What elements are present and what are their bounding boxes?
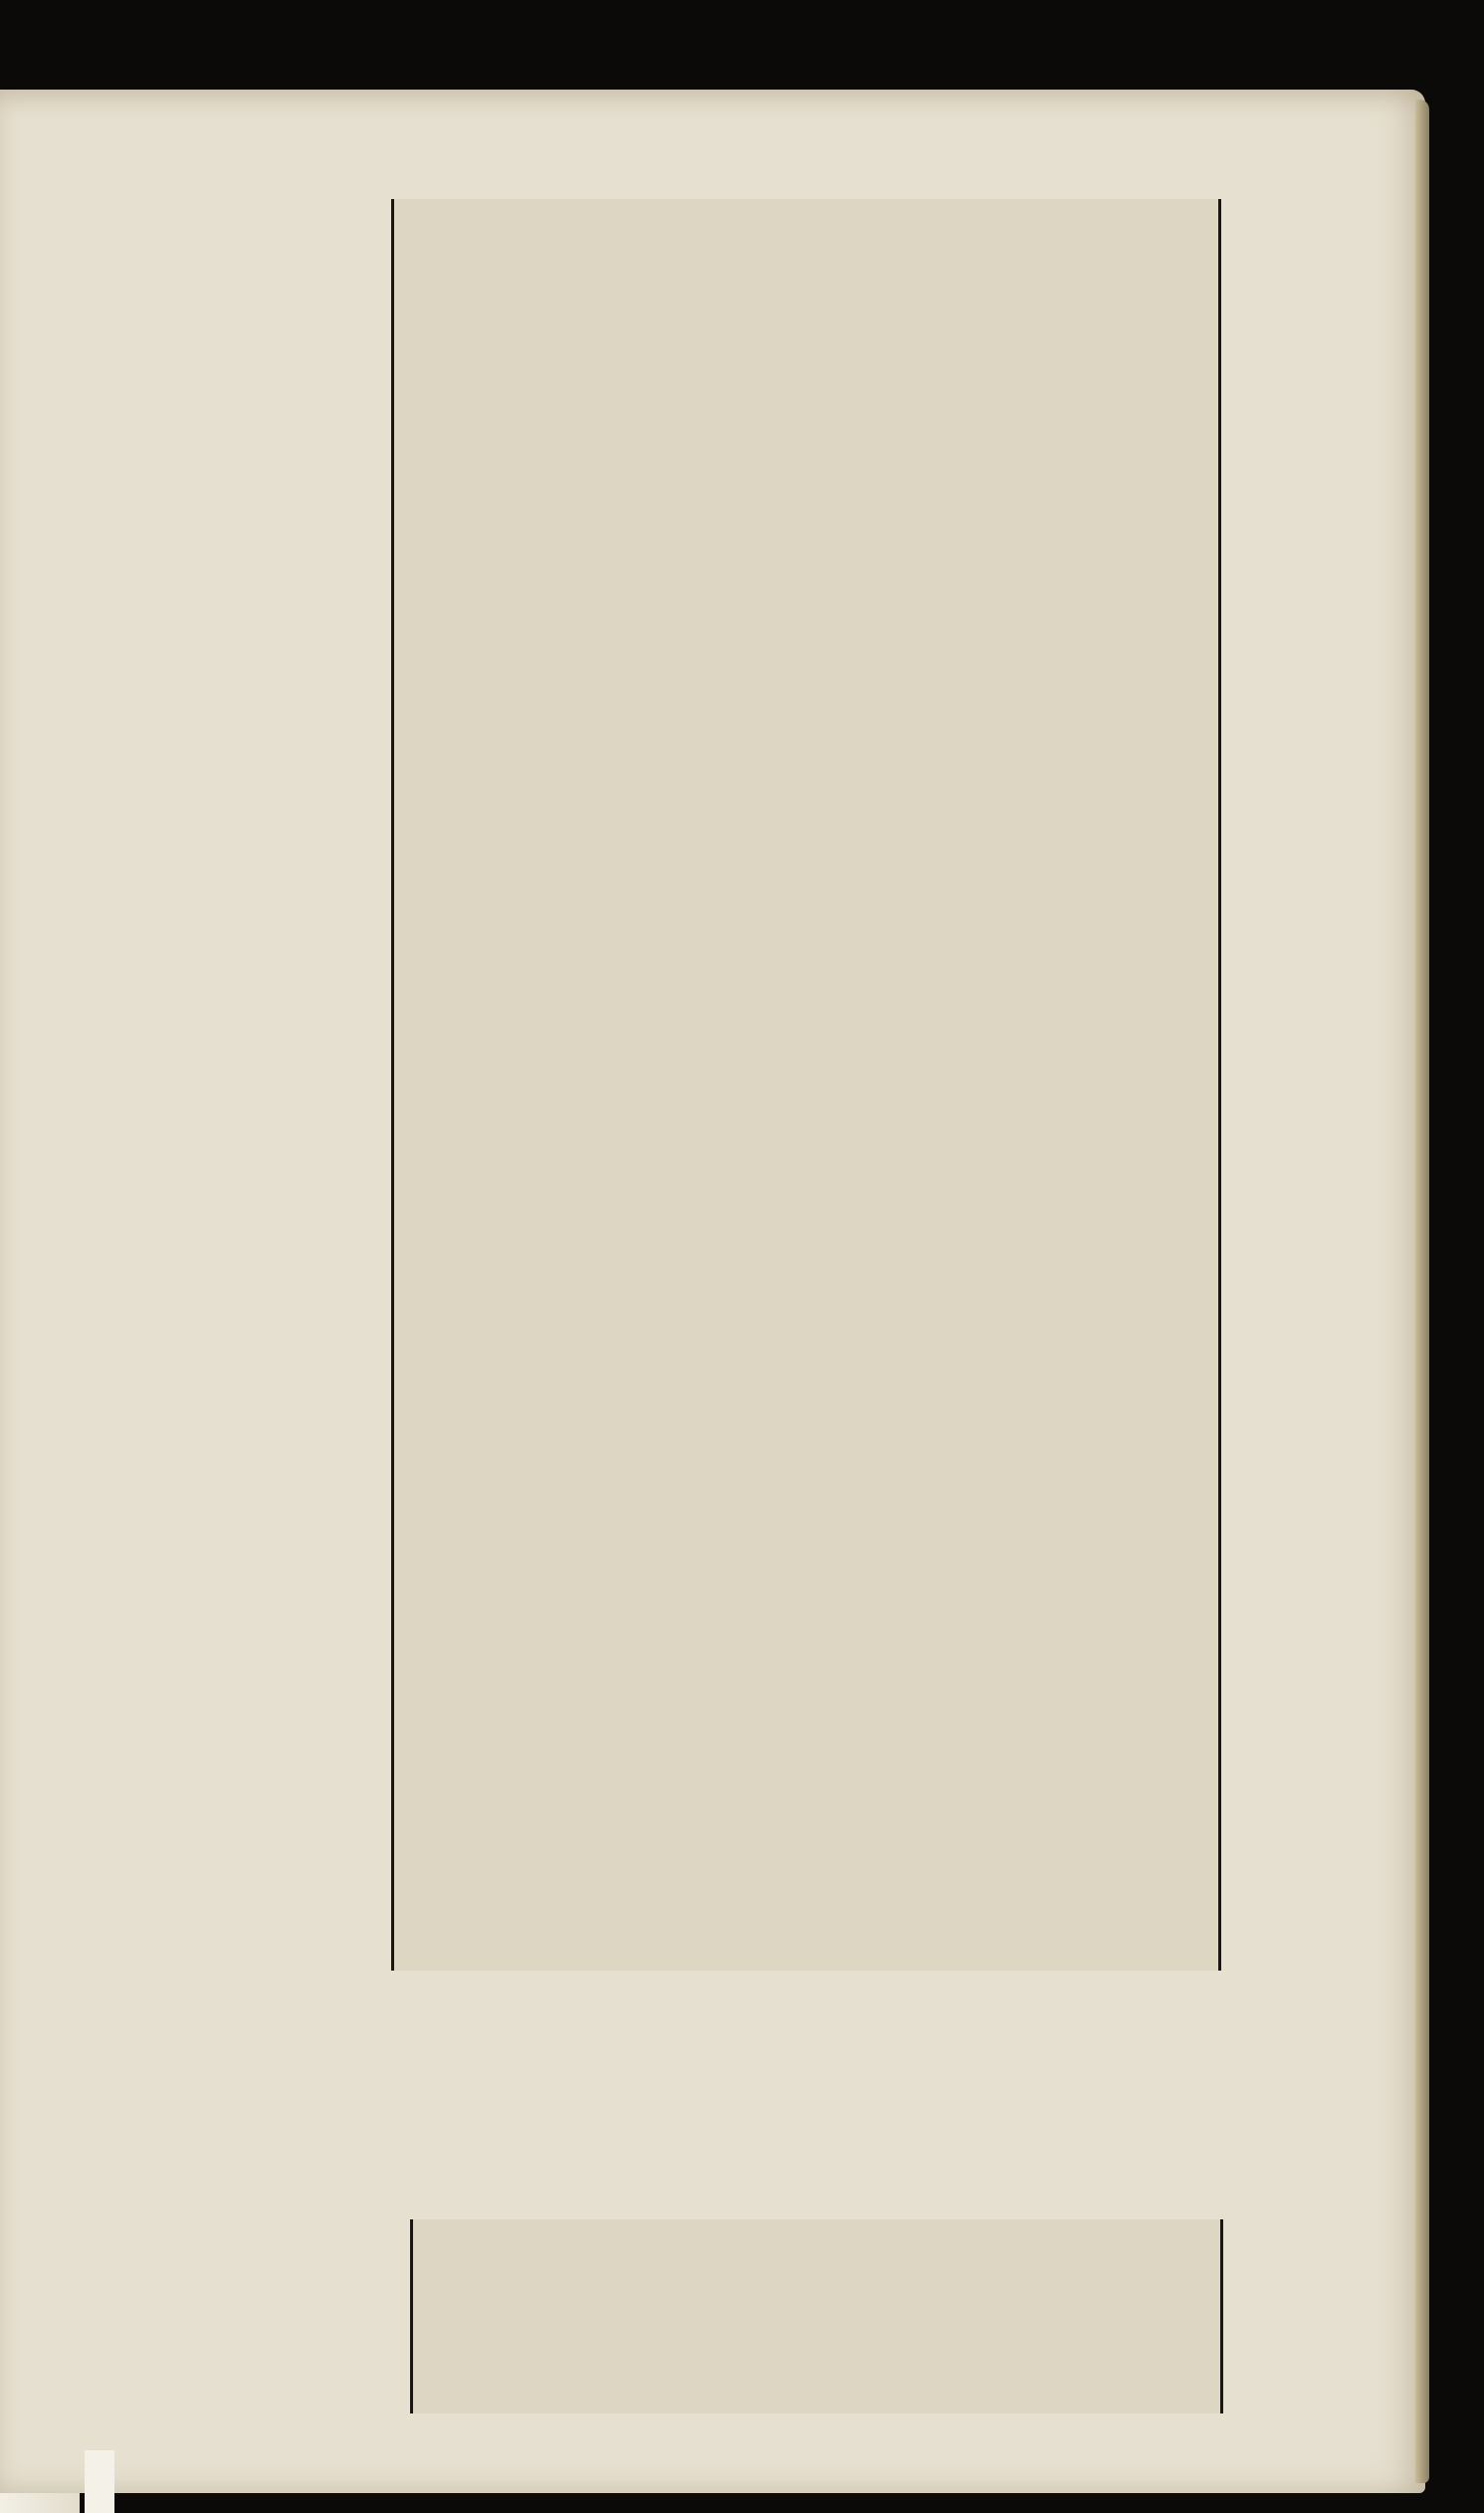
newspaper-clipping-bottom — [410, 2219, 1223, 2413]
bottom-tab — [85, 2450, 114, 2513]
page-edge — [1415, 100, 1429, 2483]
newspaper-clipping-top — [391, 199, 1221, 1971]
